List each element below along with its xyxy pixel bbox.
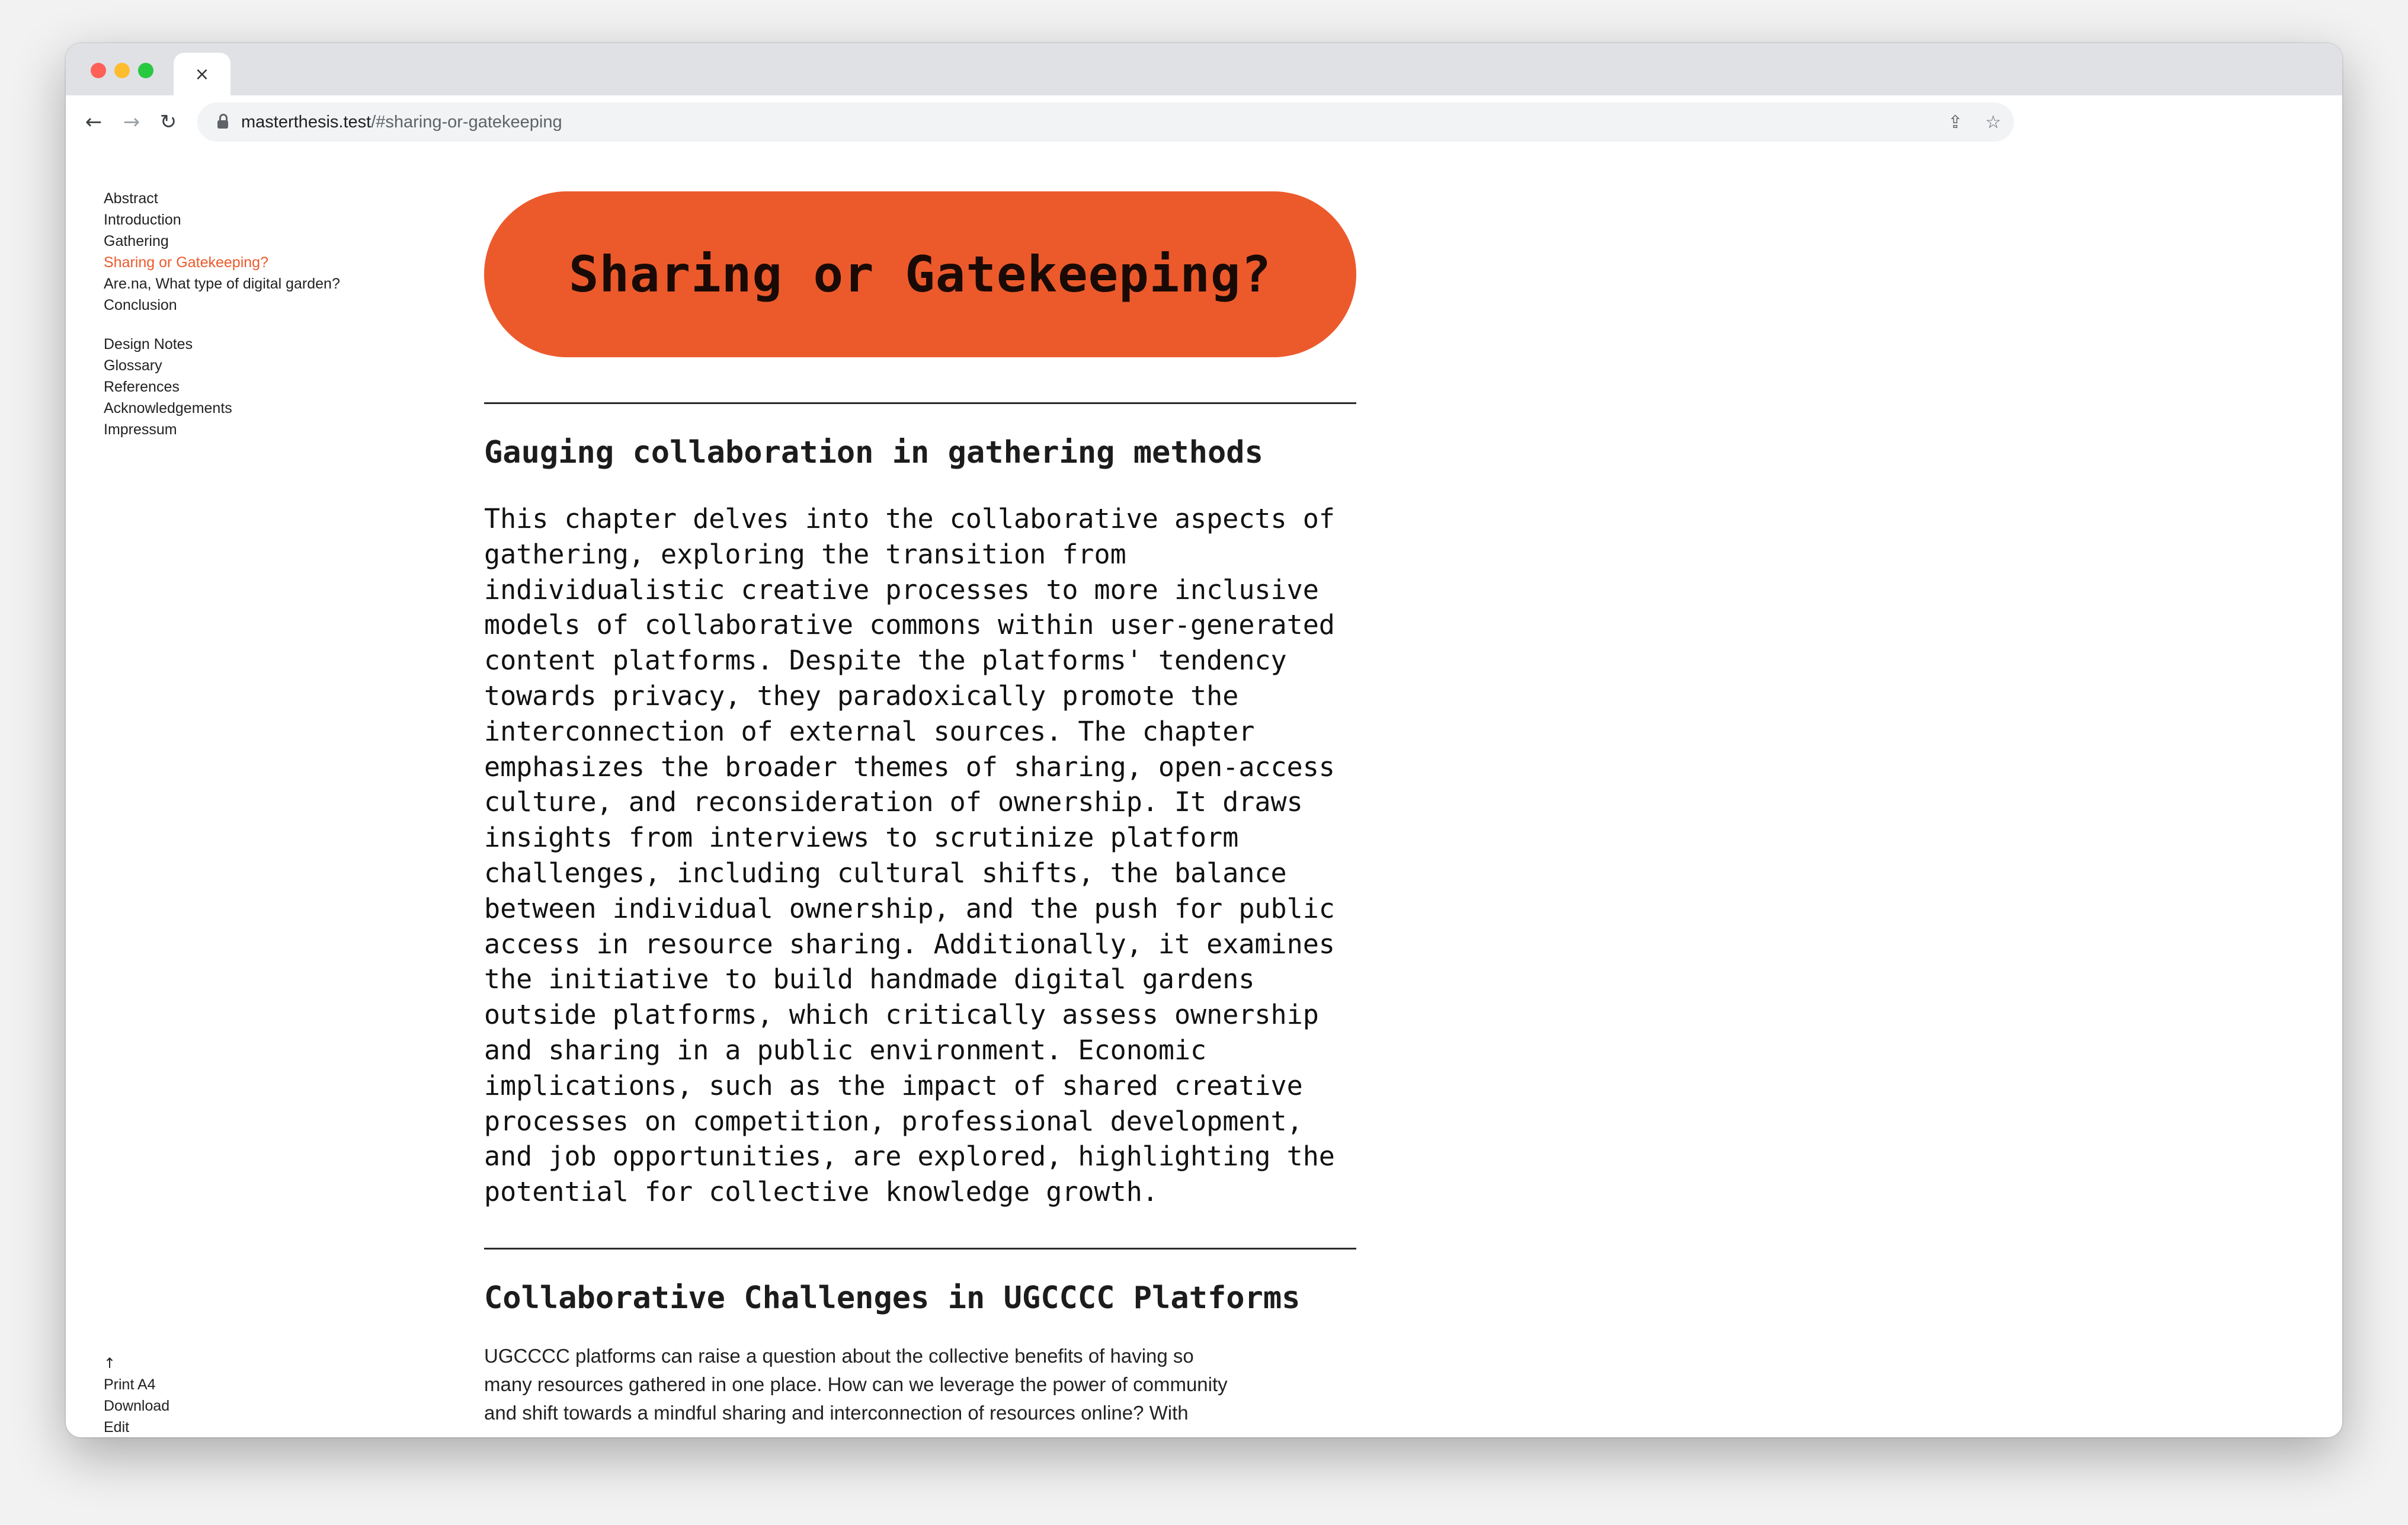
print-a4-link[interactable]: Print A4	[104, 1376, 156, 1393]
extras-list	[104, 334, 340, 440]
body-line: UGCCCC platforms can raise a question about the collective benefits of having so	[484, 1344, 1194, 1367]
section-divider	[484, 1248, 1356, 1250]
sidebar-actions	[104, 1353, 169, 1437]
browser-tab[interactable]	[174, 53, 230, 95]
section-heading: Collaborative Challenges in UGCCCC Platforms	[484, 1280, 1301, 1316]
edit-link[interactable]: Edit	[104, 1419, 130, 1436]
body-line: and shift towards a mindful sharing and interconnection of resources online? With	[484, 1401, 1189, 1424]
abstract-line: culture, and reconsideration of ownership. It draws	[484, 786, 1303, 818]
sidebar-item-design-notes[interactable]: Design Notes	[104, 336, 193, 353]
sidebar-item-gathering[interactable]: Gathering	[104, 233, 169, 249]
sidebar-item-impressum[interactable]: Impressum	[104, 421, 177, 438]
url-text[interactable]	[241, 102, 562, 142]
abstract-line: access in resource sharing. Additionally, it examines	[484, 928, 1335, 960]
tab-close-icon[interactable]: ×	[194, 63, 210, 85]
bookmark-star-icon[interactable]: ☆	[1985, 111, 2002, 133]
abstract-line: gathering, exploring the transition from	[484, 538, 1126, 570]
abstract-line: and job opportunities, are explored, highlighting the	[484, 1140, 1335, 1172]
chapter-title: Sharing or Gatekeeping?	[568, 245, 1272, 303]
abstract-line: processes on competition, professional development,	[484, 1105, 1303, 1137]
browser-window	[66, 43, 2342, 1437]
abstract-line: implications, such as the impact of shared creative	[484, 1069, 1303, 1101]
minimize-window-button[interactable]	[114, 63, 130, 78]
abstract-line: content platforms. Despite the platforms' tendency	[484, 645, 1287, 677]
back-arrow-icon[interactable]: ←	[85, 110, 103, 134]
chapter-abstract	[484, 501, 1356, 1210]
url-path: /#sharing-or-gatekeeping	[371, 113, 562, 132]
forward-arrow-icon[interactable]: →	[123, 110, 140, 134]
section-divider	[484, 402, 1356, 404]
close-window-button[interactable]	[91, 63, 106, 78]
sidebar-item-glossary[interactable]: Glossary	[104, 357, 162, 374]
tab-bar	[66, 43, 2342, 95]
abstract-line: interconnection of external sources. The chapter	[484, 715, 1255, 747]
sidebar-item-conclusion[interactable]: Conclusion	[104, 297, 177, 313]
abstract-line: the initiative to build handmade digital gardens	[484, 963, 1255, 995]
sidebar-item-references[interactable]: References	[104, 379, 180, 395]
abstract-line: between individual ownership, and the push for public	[484, 892, 1335, 924]
sidebar-item-sharing-or-gatekeeping[interactable]: Sharing or Gatekeeping?	[104, 254, 268, 271]
body-line: many resources gathered in one place. How can we leverage the power of community	[484, 1373, 1228, 1395]
reload-icon[interactable]: ↻	[159, 110, 177, 134]
share-icon[interactable]: ⇪	[1948, 111, 1963, 133]
url-host: masterthesis.test	[241, 113, 372, 132]
scroll-to-top-arrow-icon[interactable]: ↑	[104, 1355, 116, 1372]
chapter-title-banner	[484, 191, 1356, 357]
abstract-line: and sharing in a public environment. Economic	[484, 1034, 1207, 1066]
address-bar[interactable]	[197, 102, 2014, 142]
sidebar-item-abstract[interactable]: Abstract	[104, 190, 158, 207]
abstract-line: emphasizes the broader themes of sharing, open-access	[484, 751, 1335, 783]
abstract-line: individualistic creative processes to more inclusive	[484, 574, 1319, 605]
zoom-window-button[interactable]	[138, 63, 153, 78]
page-viewport	[66, 146, 2342, 1437]
sidebar-item-acknowledgements[interactable]: Acknowledgements	[104, 400, 232, 417]
chapter-list	[104, 188, 340, 316]
download-link[interactable]: Download	[104, 1398, 170, 1414]
abstract-line: outside platforms, which critically assess ownership	[484, 999, 1319, 1031]
abstract-line: towards privacy, they paradoxically promote the	[484, 680, 1239, 712]
section-body-text	[484, 1342, 1356, 1427]
abstract-line: challenges, including cultural shifts, the balance	[484, 857, 1287, 889]
sidebar-nav	[104, 188, 340, 440]
sidebar-item-are-na[interactable]: Are.na, What type of digital garden?	[104, 275, 340, 292]
sidebar-item-introduction[interactable]: Introduction	[104, 212, 181, 228]
main-content	[484, 191, 1356, 1427]
section-heading: Gauging collaboration in gathering methods	[484, 435, 1263, 470]
abstract-line: models of collaborative commons within user-generated	[484, 609, 1335, 641]
abstract-line: This chapter delves into the collaborative aspects of	[484, 503, 1335, 534]
abstract-line: potential for collective knowledge growth.	[484, 1176, 1158, 1208]
lock-icon[interactable]	[213, 112, 233, 132]
abstract-line: insights from interviews to scrutinize platform	[484, 822, 1239, 854]
